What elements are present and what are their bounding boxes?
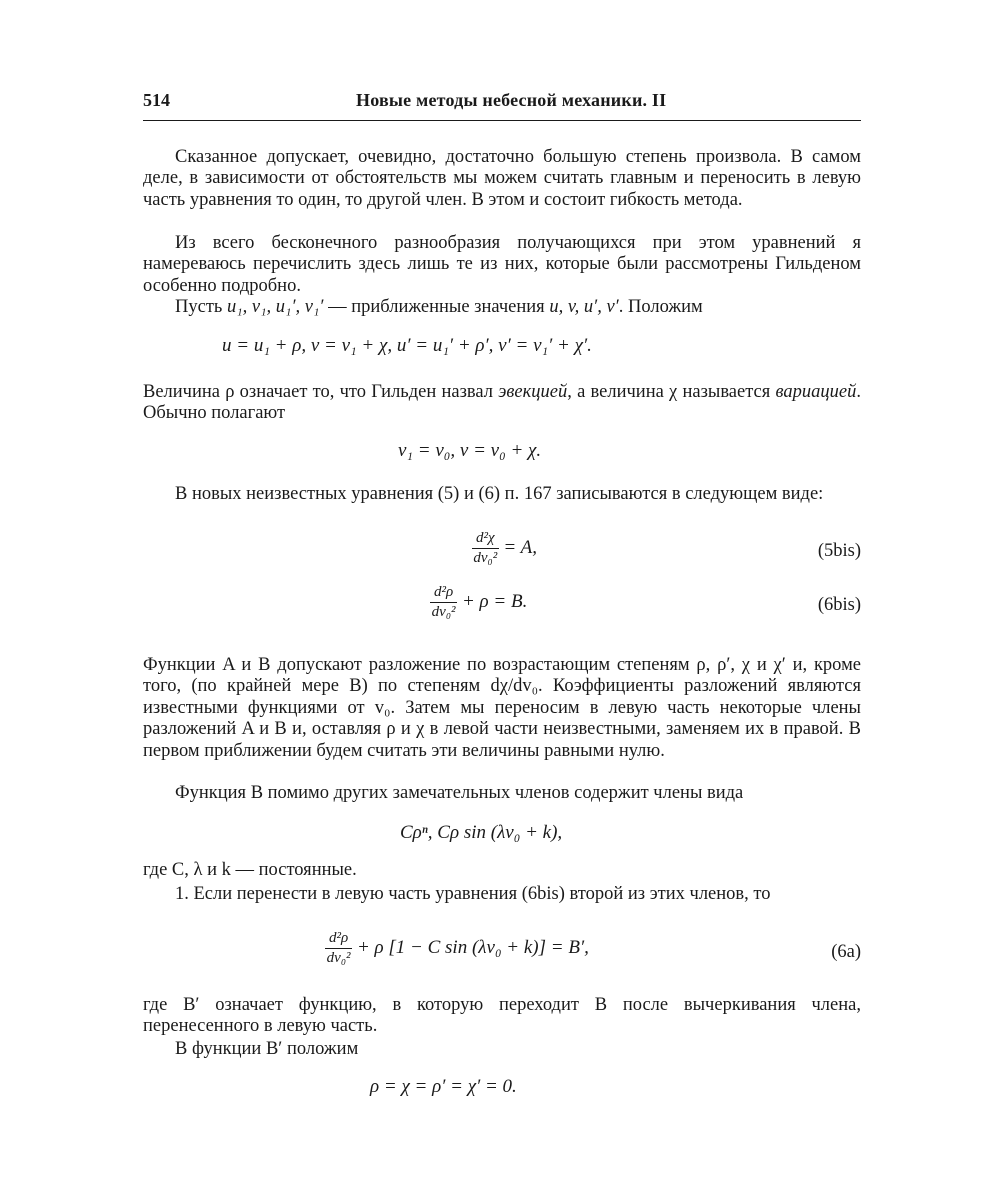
term-evection: эвекцией [498,382,568,402]
fraction [325,930,352,967]
formula-text: v₁ = v₀, v = v₀ + χ. [398,440,542,461]
text-segment: . Обычно полагают [143,382,861,424]
term-variation: вариацией [775,382,857,402]
paragraph-evection-variation [143,382,861,425]
text-segment: Величина ρ означает то, что Гильден назвал [143,382,499,402]
paragraph-function-b: Функция B помимо других замечательных членов содержит члены вида [175,783,744,803]
formula-text: ρ = χ = ρ′ = χ′ = 0. [370,1076,517,1097]
equation-rhs: = A, [498,536,537,558]
page-number: 514 [143,90,170,110]
fraction-denominator: dv₀² [473,550,498,566]
equation-rhs: + ρ [1 − C sin (λv₀ + k)] = B′, [352,936,589,958]
fraction-denominator: dv₀² [431,604,456,620]
fraction [430,584,457,621]
text-segment: . Положим [618,297,703,317]
formula-text: Cρⁿ, Cρ sin (λv₀ + k), [400,822,563,843]
fraction-numerator: d²χ [472,530,499,549]
paragraph-new-unknowns: В новых неизвестных уравнения (5) и (6) п. 167 записываются в следующем виде: [175,484,824,504]
header-rule [143,120,861,121]
formula-terms [400,822,562,844]
formula-text: u = u₁ + ρ, v = v₁ + χ, u′ = u₁′ + ρ′, v′ = v₁′ + χ′. [222,335,592,356]
fraction-numerator: d²ρ [430,584,457,603]
paragraph-approximate-values [143,297,861,318]
equation-label-5bis: (5bis) [817,541,861,561]
equation-5bis [472,530,537,567]
formula-v1-v0 [398,440,541,462]
text-segment: Пусть [175,297,227,317]
equation-label-6a: (6a) [831,942,861,962]
paragraph-flexibility: Сказанное допускает, очевидно, достаточно большую степень произвола. В самом деле, в зависимости от обстоятельств мы можем считать главным и переносить в левую часть уравнения то один, то другой член. В этом и состоит гибкость метода. [143,147,861,210]
paragraph-b-prime: где B′ означает функцию, в которую переходит B после вычеркивания члена, перенесенного в левую часть. [143,995,861,1037]
math-variables: u, v, u′, v′ [549,297,619,317]
paragraph-set-values: В функции B′ положим [175,1039,359,1059]
fraction-numerator: d²ρ [325,930,352,949]
equation-6a [325,930,589,967]
paragraph-gylden-equations: Из всего бесконечного разнообразия получающихся при этом уравнений я намереваюсь перечислить здесь лишь те из них, которые были рассмотрены Гильденом особенно подробно. [143,233,861,296]
math-variables: u₁, v₁, u₁′, v₁′ [226,297,324,317]
running-title: Новые методы небесной механики. II [356,90,667,110]
paragraph-constants: где C, λ и k — постоянные. [143,860,357,880]
equation-rhs: + ρ = B. [457,590,528,612]
equation-6bis [430,584,527,621]
fraction-denominator: dv₀² [326,950,351,966]
text-segment: — приближенные значения [323,297,550,317]
text-segment: , а величина χ называется [567,382,776,402]
fraction [472,530,499,567]
formula-substitution [222,335,592,357]
formula-zero-values [370,1076,517,1098]
equation-label-6bis: (6bis) [817,595,861,615]
paragraph-expansions: Функции A и B допускают разложение по возрастающим степеням ρ, ρ′, χ и χ′ и, кроме того, (по крайней мере B) по степеням dχ/dv₀. Коэффициенты разложений являются известными функциями от v₀. Затем мы переносим в левую часть некоторые члены разложений A и B и, оставляя ρ и χ в левой части неизвестными, заменяем их в правой. В первом приближении будем считать эти величины равными нулю. [143,655,861,761]
paragraph-case-1: 1. Если перенести в левую часть уравнения (6bis) второй из этих членов, то [175,884,771,904]
